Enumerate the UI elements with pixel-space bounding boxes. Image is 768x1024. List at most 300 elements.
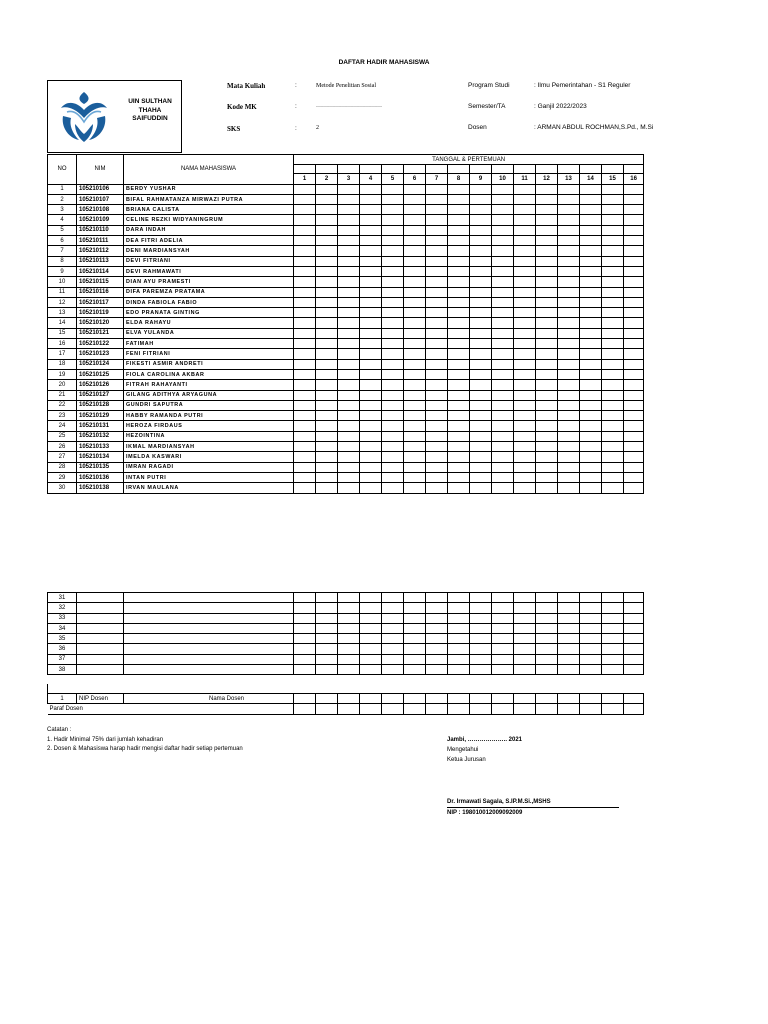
prodi-value: : Ilmu Pemerintahan - S1 Reguler xyxy=(534,82,631,89)
attendance-cell xyxy=(404,665,426,675)
attendance-cell xyxy=(514,442,536,452)
sks-value: 2 xyxy=(316,125,319,131)
row-number: 20 xyxy=(48,380,77,390)
attendance-cell xyxy=(624,411,644,421)
attendance-cell xyxy=(580,297,602,307)
student-name: FIKESTI ASMIR ANDRETI xyxy=(124,359,294,369)
attendance-cell xyxy=(426,287,448,297)
student-row xyxy=(48,318,644,328)
attendance-cell xyxy=(426,369,448,379)
attendance-cell xyxy=(624,644,644,654)
attendance-cell xyxy=(316,297,338,307)
row-number: 1 xyxy=(48,184,77,194)
attendance-cell xyxy=(514,593,536,603)
attendance-cell xyxy=(492,328,514,338)
attendance-cell xyxy=(624,287,644,297)
attendance-cell xyxy=(536,339,558,349)
attendance-cell xyxy=(360,369,382,379)
attendance-cell xyxy=(470,205,492,215)
attendance-cell xyxy=(558,359,580,369)
attendance-cell xyxy=(536,205,558,215)
mata-kuliah-value: Metode Penelitian Sosial xyxy=(316,83,376,89)
attendance-cell xyxy=(514,349,536,359)
attendance-cell xyxy=(404,421,426,431)
nip-dosen-label: NIP Dosen xyxy=(77,694,124,704)
attendance-cell xyxy=(382,623,404,633)
attendance-cell xyxy=(382,634,404,644)
attendance-cell xyxy=(492,442,514,452)
attendance-cell xyxy=(624,328,644,338)
attendance-cell xyxy=(492,236,514,246)
paraf-cell xyxy=(404,704,426,714)
extra-rows-table xyxy=(47,592,644,675)
attendance-cell xyxy=(602,400,624,410)
attendance-cell xyxy=(426,359,448,369)
attendance-cell xyxy=(448,215,470,225)
attendance-cell xyxy=(448,603,470,613)
date-cell xyxy=(382,165,404,174)
row-number: 23 xyxy=(48,411,77,421)
attendance-cell xyxy=(492,400,514,410)
paraf-cell xyxy=(448,704,470,714)
attendance-cell xyxy=(470,339,492,349)
attendance-cell xyxy=(580,472,602,482)
attendance-cell xyxy=(470,277,492,287)
paraf-cell xyxy=(580,704,602,714)
paraf-row xyxy=(48,704,644,714)
attendance-cell xyxy=(426,225,448,235)
attendance-cell xyxy=(426,654,448,664)
attendance-cell xyxy=(338,339,360,349)
attendance-cell xyxy=(426,184,448,194)
date-cell xyxy=(316,165,338,174)
date-cell xyxy=(536,165,558,174)
attendance-cell xyxy=(602,603,624,613)
attendance-cell xyxy=(492,644,514,654)
student-nim: 105210110 xyxy=(77,225,124,235)
session-header: 8 xyxy=(448,174,470,184)
attendance-cell xyxy=(536,380,558,390)
attendance-cell xyxy=(558,215,580,225)
attendance-cell xyxy=(492,256,514,266)
student-nim: 105210114 xyxy=(77,266,124,276)
row-number: 37 xyxy=(48,654,77,664)
attendance-cell xyxy=(492,287,514,297)
attendance-cell xyxy=(624,613,644,623)
student-name: DINDA FABIOLA FABIO xyxy=(124,297,294,307)
row-number: 33 xyxy=(48,613,77,623)
attendance-cell xyxy=(514,277,536,287)
attendance-cell xyxy=(536,472,558,482)
date-cell xyxy=(426,165,448,174)
student-name: DENI MARDIANSYAH xyxy=(124,246,294,256)
attendance-cell xyxy=(360,442,382,452)
signature-cell xyxy=(580,694,602,704)
attendance-cell xyxy=(382,194,404,204)
attendance-cell xyxy=(536,349,558,359)
signatory-name: Dr. Irmawati Sagala, S.IP.M.Si.,MSHS xyxy=(447,797,619,808)
row-number: 11 xyxy=(48,287,77,297)
attendance-cell xyxy=(360,390,382,400)
attendance-cell xyxy=(316,194,338,204)
attendance-cell xyxy=(404,328,426,338)
attendance-cell xyxy=(294,472,316,482)
paraf-cell xyxy=(492,704,514,714)
student-row xyxy=(48,287,644,297)
attendance-cell xyxy=(294,623,316,633)
attendance-cell xyxy=(404,359,426,369)
student-nim: 105210113 xyxy=(77,256,124,266)
attendance-cell xyxy=(514,359,536,369)
attendance-cell xyxy=(602,225,624,235)
attendance-cell xyxy=(382,380,404,390)
attendance-cell xyxy=(624,380,644,390)
row-number: 25 xyxy=(48,431,77,441)
attendance-cell xyxy=(580,442,602,452)
attendance-cell xyxy=(580,613,602,623)
attendance-cell xyxy=(624,431,644,441)
attendance-cell xyxy=(624,318,644,328)
attendance-cell xyxy=(448,654,470,664)
attendance-cell xyxy=(382,349,404,359)
attendance-cell xyxy=(316,246,338,256)
attendance-cell xyxy=(514,215,536,225)
attendance-cell xyxy=(470,184,492,194)
attendance-cell xyxy=(338,380,360,390)
attendance-cell xyxy=(624,297,644,307)
attendance-cell xyxy=(338,411,360,421)
notes xyxy=(47,726,243,755)
row-number: 8 xyxy=(48,256,77,266)
attendance-cell xyxy=(470,369,492,379)
student-name xyxy=(124,665,294,675)
attendance-cell xyxy=(448,483,470,493)
attendance-cell xyxy=(316,483,338,493)
attendance-cell xyxy=(294,411,316,421)
attendance-cell xyxy=(316,318,338,328)
attendance-cell xyxy=(360,421,382,431)
attendance-cell xyxy=(448,308,470,318)
attendance-cell xyxy=(382,665,404,675)
student-row xyxy=(48,194,644,204)
attendance-cell xyxy=(316,266,338,276)
row-number: 36 xyxy=(48,644,77,654)
session-header: 7 xyxy=(426,174,448,184)
attendance-cell xyxy=(404,205,426,215)
attendance-cell xyxy=(426,297,448,307)
session-header: 4 xyxy=(360,174,382,184)
attendance-cell xyxy=(294,256,316,266)
attendance-cell xyxy=(624,462,644,472)
attendance-cell xyxy=(602,277,624,287)
attendance-cell xyxy=(316,184,338,194)
student-nim: 105210112 xyxy=(77,246,124,256)
attendance-cell xyxy=(382,287,404,297)
attendance-cell xyxy=(404,613,426,623)
attendance-cell xyxy=(360,308,382,318)
row-number: 38 xyxy=(48,665,77,675)
row-number: 3 xyxy=(48,205,77,215)
attendance-cell xyxy=(426,215,448,225)
student-nim: 105210109 xyxy=(77,215,124,225)
attendance-cell xyxy=(404,339,426,349)
student-name: DEA FITRI ADELIA xyxy=(124,236,294,246)
row-number: 5 xyxy=(48,225,77,235)
student-row xyxy=(48,369,644,379)
attendance-cell xyxy=(470,462,492,472)
student-name: HEROZA FIRDAUS xyxy=(124,421,294,431)
attendance-cell xyxy=(360,205,382,215)
attendance-cell xyxy=(382,308,404,318)
attendance-cell xyxy=(558,256,580,266)
attendance-cell xyxy=(382,654,404,664)
attendance-cell xyxy=(360,359,382,369)
student-name: ELVA YULANDA xyxy=(124,328,294,338)
attendance-cell xyxy=(492,390,514,400)
student-row xyxy=(48,483,644,493)
attendance-cell xyxy=(558,246,580,256)
attendance-cell xyxy=(360,339,382,349)
attendance-cell xyxy=(448,318,470,328)
paraf-cell xyxy=(426,704,448,714)
attendance-cell xyxy=(338,194,360,204)
attendance-cell xyxy=(448,256,470,266)
attendance-cell xyxy=(492,472,514,482)
attendance-cell xyxy=(602,349,624,359)
attendance-cell xyxy=(536,462,558,472)
attendance-cell xyxy=(514,184,536,194)
attendance-cell xyxy=(360,431,382,441)
session-header: 13 xyxy=(558,174,580,184)
attendance-cell xyxy=(492,297,514,307)
student-name: IMRAN RAGADI xyxy=(124,462,294,472)
attendance-cell xyxy=(536,593,558,603)
attendance-cell xyxy=(536,654,558,664)
attendance-cell xyxy=(580,400,602,410)
row-number: 15 xyxy=(48,328,77,338)
prodi-label: Program Studi xyxy=(468,82,510,89)
attendance-cell xyxy=(580,308,602,318)
row-number: 16 xyxy=(48,339,77,349)
attendance-cell xyxy=(602,421,624,431)
signature-cell xyxy=(602,694,624,704)
attendance-cell xyxy=(602,452,624,462)
attendance-cell xyxy=(426,593,448,603)
attendance-cell xyxy=(536,287,558,297)
attendance-cell xyxy=(558,613,580,623)
attendance-cell xyxy=(558,184,580,194)
attendance-cell xyxy=(624,665,644,675)
student-row xyxy=(48,431,644,441)
attendance-cell xyxy=(316,472,338,482)
attendance-cell xyxy=(448,297,470,307)
attendance-cell xyxy=(294,442,316,452)
attendance-cell xyxy=(316,215,338,225)
attendance-cell xyxy=(426,339,448,349)
attendance-cell xyxy=(316,593,338,603)
student-nim: 105210135 xyxy=(77,462,124,472)
attendance-cell xyxy=(448,400,470,410)
attendance-cell xyxy=(492,462,514,472)
attendance-cell xyxy=(580,256,602,266)
attendance-cell xyxy=(404,369,426,379)
attendance-cell xyxy=(514,411,536,421)
signature-cell xyxy=(624,694,644,704)
attendance-cell xyxy=(492,277,514,287)
attendance-cell xyxy=(360,236,382,246)
attendance-cell xyxy=(426,390,448,400)
notes-line-1: 1. Hadir Minimal 75% dari jumlah kehadiran xyxy=(47,736,164,743)
attendance-cell xyxy=(426,644,448,654)
attendance-cell xyxy=(536,369,558,379)
attendance-cell xyxy=(492,318,514,328)
attendance-cell xyxy=(602,483,624,493)
student-row xyxy=(48,246,644,256)
attendance-cell xyxy=(492,421,514,431)
student-name: HABBY RAMANDA PUTRI xyxy=(124,411,294,421)
attendance-cell xyxy=(404,603,426,613)
student-row xyxy=(48,236,644,246)
attendance-cell xyxy=(316,665,338,675)
attendance-cell xyxy=(382,613,404,623)
attendance-cell xyxy=(294,277,316,287)
attendance-cell xyxy=(338,462,360,472)
ketua-jurusan-label: Ketua Jurusan xyxy=(447,757,486,763)
attendance-cell xyxy=(316,359,338,369)
attendance-cell xyxy=(404,287,426,297)
signatory-nip: NIP : 198010012009092009 xyxy=(447,810,523,816)
date-cell xyxy=(492,165,514,174)
row-number: 35 xyxy=(48,634,77,644)
attendance-cell xyxy=(294,380,316,390)
attendance-cell xyxy=(492,308,514,318)
attendance-cell xyxy=(558,349,580,359)
row-number: 17 xyxy=(48,349,77,359)
approval-block xyxy=(447,735,522,765)
student-nim: 105210124 xyxy=(77,359,124,369)
attendance-cell xyxy=(536,359,558,369)
attendance-cell xyxy=(360,613,382,623)
attendance-cell xyxy=(382,452,404,462)
student-nim: 105210115 xyxy=(77,277,124,287)
empty-row xyxy=(48,654,644,664)
attendance-cell xyxy=(558,421,580,431)
col-tanggal: TANGGAL & PERTEMUAN xyxy=(294,155,644,165)
attendance-cell xyxy=(360,246,382,256)
attendance-cell xyxy=(294,431,316,441)
notes-heading: Catatan : xyxy=(47,727,72,733)
attendance-cell xyxy=(558,277,580,287)
row-number: 9 xyxy=(48,266,77,276)
attendance-cell xyxy=(602,359,624,369)
empty-row xyxy=(48,644,644,654)
attendance-cell xyxy=(316,308,338,318)
attendance-cell xyxy=(448,623,470,633)
student-name xyxy=(124,613,294,623)
student-row xyxy=(48,328,644,338)
student-nim xyxy=(77,603,124,613)
attendance-cell xyxy=(382,411,404,421)
attendance-cell xyxy=(382,644,404,654)
student-name: BRIANA CALISTA xyxy=(124,205,294,215)
attendance-cell xyxy=(338,236,360,246)
attendance-cell xyxy=(536,442,558,452)
empty-row xyxy=(48,623,644,633)
attendance-cell xyxy=(558,380,580,390)
session-header: 16 xyxy=(624,174,644,184)
attendance-cell xyxy=(360,411,382,421)
nama-dosen-label: Nama Dosen xyxy=(124,694,294,704)
student-name: GILANG ADITHYA ARYAGUNA xyxy=(124,390,294,400)
date-cell xyxy=(514,165,536,174)
attendance-cell xyxy=(294,654,316,664)
signature-cell xyxy=(514,694,536,704)
attendance-cell xyxy=(624,603,644,613)
attendance-cell xyxy=(602,205,624,215)
signature-table xyxy=(47,684,644,715)
student-name: EDO PRANATA GINTING xyxy=(124,308,294,318)
attendance-cell xyxy=(360,634,382,644)
attendance-cell xyxy=(624,421,644,431)
student-row xyxy=(48,266,644,276)
attendance-cell xyxy=(448,349,470,359)
attendance-cell xyxy=(492,483,514,493)
attendance-cell xyxy=(382,215,404,225)
student-nim: 105210107 xyxy=(77,194,124,204)
attendance-cell xyxy=(580,665,602,675)
attendance-cell xyxy=(514,452,536,462)
row-number: 29 xyxy=(48,472,77,482)
notes-line-2: 2. Dosen & Mahasiswa harap hadir mengisi daftar hadir setiap pertemuan xyxy=(47,746,243,752)
row-number: 21 xyxy=(48,390,77,400)
student-name: DEVI RAHMAWATI xyxy=(124,266,294,276)
student-name: HEZOINTINA xyxy=(124,431,294,441)
attendance-cell xyxy=(294,339,316,349)
attendance-cell xyxy=(294,390,316,400)
attendance-cell xyxy=(580,266,602,276)
attendance-cell xyxy=(448,593,470,603)
attendance-cell xyxy=(558,328,580,338)
attendance-cell xyxy=(294,308,316,318)
attendance-cell xyxy=(426,349,448,359)
attendance-cell xyxy=(404,411,426,421)
attendance-cell xyxy=(558,297,580,307)
attendance-cell xyxy=(580,623,602,633)
attendance-cell xyxy=(338,442,360,452)
attendance-cell xyxy=(294,603,316,613)
attendance-cell xyxy=(558,318,580,328)
row-number: 24 xyxy=(48,421,77,431)
empty-row xyxy=(48,634,644,644)
attendance-cell xyxy=(514,225,536,235)
student-name: IKMAL MARDIANSYAH xyxy=(124,442,294,452)
attendance-cell xyxy=(382,297,404,307)
session-header: 11 xyxy=(514,174,536,184)
dosen-value: : ARMAN ABDUL ROCHMAN,S.Pd., M.Si xyxy=(534,124,654,131)
attendance-cell xyxy=(580,225,602,235)
attendance-cell xyxy=(492,349,514,359)
attendance-cell xyxy=(470,256,492,266)
attendance-cell xyxy=(448,328,470,338)
student-name xyxy=(124,623,294,633)
attendance-cell xyxy=(338,452,360,462)
student-nim: 105210117 xyxy=(77,297,124,307)
attendance-cell xyxy=(558,644,580,654)
attendance-cell xyxy=(470,236,492,246)
student-nim: 105210123 xyxy=(77,349,124,359)
attendance-cell xyxy=(316,225,338,235)
attendance-cell xyxy=(382,421,404,431)
